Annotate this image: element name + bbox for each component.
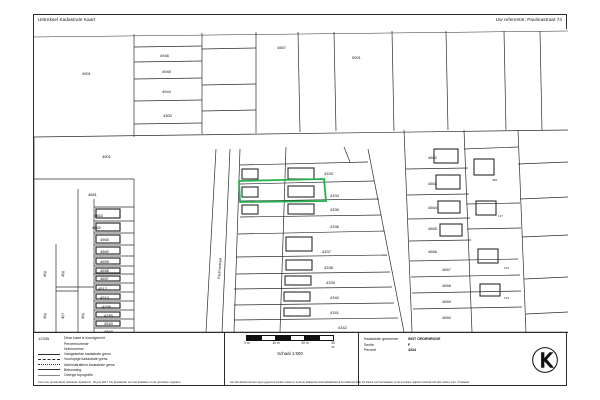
svg-text:4666: 4666 <box>428 249 437 254</box>
svg-text:4339: 4339 <box>326 280 335 285</box>
legend-label: Overige topografie <box>64 373 93 378</box>
info-value: 4334 <box>408 348 416 353</box>
svg-text:5901: 5901 <box>352 55 361 60</box>
svg-text:4657: 4657 <box>100 276 109 281</box>
info-row <box>364 348 514 352</box>
scale-id: 12345 <box>38 335 50 341</box>
svg-text:219: 219 <box>504 266 510 270</box>
svg-text:459: 459 <box>81 312 86 320</box>
svg-text:4661: 4661 <box>88 192 97 197</box>
legend-label: Vastgestelde kadastrale grens <box>64 352 111 357</box>
svg-text:4944: 4944 <box>162 89 171 94</box>
svg-text:129: 129 <box>504 296 510 300</box>
reference-label: Uw referentie: Paulinastraat 74 <box>495 17 562 22</box>
svg-text:4659: 4659 <box>100 259 109 264</box>
svg-text:4663: 4663 <box>94 213 103 218</box>
svg-text:4663: 4663 <box>428 181 437 186</box>
legend-label: Administratieve kadastrale grens <box>64 362 115 367</box>
svg-text:4266: 4266 <box>102 304 111 309</box>
svg-text:4901: 4901 <box>82 71 91 76</box>
info-value: F <box>408 342 411 347</box>
svg-text:4667: 4667 <box>442 267 451 272</box>
map-frame <box>33 14 567 386</box>
svg-text:4285: 4285 <box>104 313 113 318</box>
legend-divider-1 <box>224 333 225 386</box>
disclaimer-footnote: Aan dit uittreksel kunnen geen gegevens worden ontleend, tenzij de afwijkende betrouwbaarheid uit het uittreksel blijkt. De Dienst voor het kadaster en de openbare registers behoudt zich alle rechten voor. © Kadaster. <box>230 380 471 384</box>
legend-item <box>38 347 188 352</box>
building-line-swatch <box>38 369 60 370</box>
legend-item <box>38 357 188 362</box>
kadaster-logo-icon <box>532 347 558 373</box>
svg-text:4334: 4334 <box>330 193 339 198</box>
svg-text:4669: 4669 <box>442 299 451 304</box>
svg-text:4660: 4660 <box>100 249 109 254</box>
document-title: Uittreksel Kadastrale Kaart <box>38 17 96 22</box>
legend-label: Voorlopige kadastrale grens <box>64 357 108 362</box>
legend-label: Huisnummer <box>64 346 84 351</box>
info-key: Perceel <box>364 348 377 353</box>
svg-text:137: 137 <box>498 214 504 218</box>
legend-label: Deze kaart is noordgericht <box>64 336 105 341</box>
scale-block <box>230 335 350 356</box>
svg-text:4946: 4946 <box>160 53 169 58</box>
legend-item <box>38 336 188 341</box>
svg-text:4540: 4540 <box>104 321 113 326</box>
svg-text:4565: 4565 <box>100 237 109 242</box>
svg-text:4337: 4337 <box>322 249 331 254</box>
info-key: Sectie <box>364 342 374 347</box>
document-header <box>34 15 566 29</box>
svg-text:4664: 4664 <box>428 205 437 210</box>
parcel-info-block <box>364 337 514 354</box>
solid-line-swatch <box>38 354 60 355</box>
svg-text:4569: 4569 <box>104 329 113 332</box>
svg-text:4512: 4512 <box>98 286 107 291</box>
legend-list <box>38 336 188 378</box>
svg-text:4658: 4658 <box>100 268 109 273</box>
svg-text:458: 458 <box>61 270 66 278</box>
info-row <box>364 343 514 347</box>
svg-text:4662: 4662 <box>92 225 101 230</box>
legend-divider-2 <box>358 333 359 386</box>
svg-text:4901: 4901 <box>102 154 111 159</box>
legend-item <box>38 341 188 346</box>
svg-text:4945: 4945 <box>162 69 171 74</box>
svg-text:4567: 4567 <box>277 45 286 50</box>
topography-line-swatch <box>38 375 60 376</box>
street-label: Paulinastraat <box>217 257 223 280</box>
svg-text:457: 457 <box>61 312 66 320</box>
dotted-line-swatch <box>38 364 60 365</box>
legend-label: Bebouwing <box>64 367 82 372</box>
info-row <box>364 337 514 341</box>
map-canvas <box>34 29 568 332</box>
svg-text:4340: 4340 <box>330 295 339 300</box>
legend-area <box>34 332 568 386</box>
dashed-line-swatch <box>38 359 60 360</box>
svg-text:458: 458 <box>43 312 48 320</box>
info-value: SINT OEDENRODE <box>408 337 441 341</box>
cadastral-map[interactable] <box>34 29 568 332</box>
svg-text:4333: 4333 <box>324 171 333 176</box>
svg-text:4341: 4341 <box>330 310 339 315</box>
legend-item <box>38 368 188 373</box>
svg-text:488: 488 <box>492 178 498 182</box>
info-key: Kadastrale gemeente <box>364 337 399 341</box>
svg-text:4660: 4660 <box>442 315 451 320</box>
scale-title: Schaal 1:500 <box>277 351 303 356</box>
scale-tick-labels: 0 m 10 m 20 m 30 m <box>244 341 335 349</box>
svg-text:4668: 4668 <box>442 283 451 288</box>
svg-text:4662: 4662 <box>428 155 437 160</box>
legend-note: Voor een eensluidend uittreksel, Apeldoorn, 18 juni 2017. De bewaarder van het kadaster en de openbare registers <box>38 379 181 384</box>
svg-text:4342: 4342 <box>338 325 347 330</box>
legend-item <box>38 362 188 367</box>
svg-text:4338: 4338 <box>324 265 333 270</box>
svg-text:4665: 4665 <box>428 226 437 231</box>
legend-label: Perceelnummer <box>64 341 89 346</box>
svg-text:458: 458 <box>43 270 48 278</box>
legend-item <box>38 373 188 378</box>
svg-text:4335: 4335 <box>330 207 339 212</box>
svg-text:4336: 4336 <box>330 224 339 229</box>
svg-text:4300: 4300 <box>163 113 172 118</box>
legend-item <box>38 352 188 357</box>
svg-text:4510: 4510 <box>100 295 109 300</box>
